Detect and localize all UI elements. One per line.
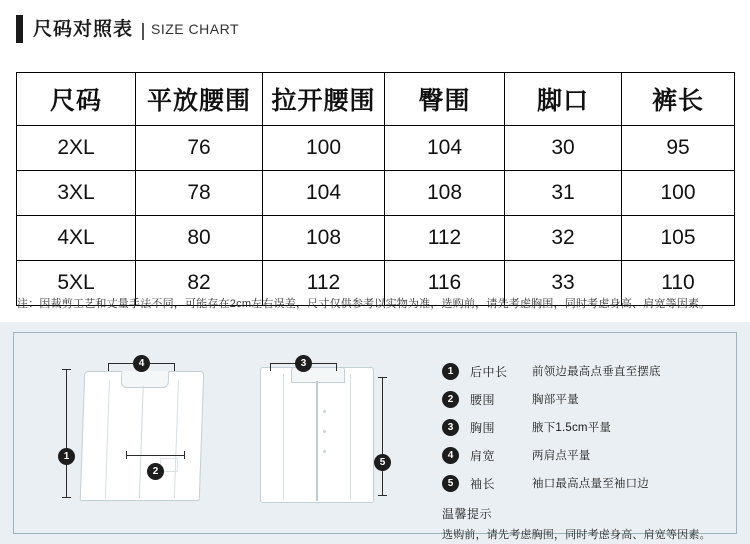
table-row — [17, 216, 735, 261]
legend-item-chest — [442, 413, 732, 441]
cell-flat-waist: 82 — [136, 261, 263, 306]
legend-desc-2: 胸部平量 — [532, 394, 579, 406]
cell-stretch-waist: 112 — [263, 261, 385, 306]
figure-badge-5: 5 — [374, 454, 391, 471]
legend-item-sleeve — [442, 469, 732, 497]
guide-tick — [184, 451, 185, 459]
guide-tick — [378, 495, 387, 496]
cell-length: 105 — [622, 216, 735, 261]
legend-badge-5: 5 — [442, 475, 459, 492]
cell-size: 3XL — [17, 171, 136, 216]
column-header-stretch-waist: 拉开腰围 — [263, 73, 385, 126]
cell-length: 110 — [622, 261, 735, 306]
legend-desc-3: 腋下1.5cm平量 — [532, 422, 612, 434]
legend-term-3: 胸围 — [470, 420, 496, 435]
tips-text: 选购前，请先考虑胸围，同时考虑身高、肩宽等因素。 — [442, 529, 711, 541]
guide-tick — [62, 369, 71, 370]
legend-badge-2: 2 — [442, 391, 459, 408]
legend-term-1: 后中长 — [470, 364, 508, 379]
jacket-zip-diagram — [260, 367, 374, 503]
guide-tick — [108, 363, 109, 371]
cell-stretch-waist: 108 — [263, 216, 385, 261]
figure-badge-2: 2 — [147, 463, 164, 480]
figure-badge-4: 4 — [133, 355, 150, 372]
button-dot — [323, 450, 326, 453]
figure-badge-1: 1 — [58, 448, 75, 465]
button-dot — [323, 410, 326, 413]
zipper-line — [316, 381, 318, 501]
cell-flat-waist: 78 — [136, 171, 263, 216]
guide-tick — [336, 363, 337, 371]
cell-hip: 116 — [385, 261, 505, 306]
cell-leg-opening: 33 — [505, 261, 622, 306]
title-divider — [142, 23, 144, 40]
left-sleeve-shape — [80, 380, 110, 498]
column-header-flat-waist: 平放腰围 — [136, 73, 263, 126]
legend-badge-1: 1 — [442, 363, 459, 380]
guide-tick — [378, 377, 387, 378]
guide-tick — [174, 363, 175, 371]
legend-term-5: 袖长 — [470, 476, 496, 491]
column-header-hip: 臀围 — [385, 73, 505, 126]
back-length-guide — [66, 369, 67, 497]
header-accent-bar — [16, 15, 23, 43]
cell-stretch-waist: 100 — [263, 126, 385, 171]
table-header-row — [17, 73, 735, 126]
cell-leg-opening: 32 — [505, 216, 622, 261]
right-sleeve-shape — [174, 380, 204, 498]
waist-guide — [126, 455, 184, 456]
sleeve-length-guide — [382, 377, 383, 495]
cell-hip: 112 — [385, 216, 505, 261]
size-table-wrapper — [16, 72, 734, 306]
cell-leg-opening: 30 — [505, 126, 622, 171]
table-row — [17, 171, 735, 216]
cell-hip: 104 — [385, 126, 505, 171]
guide-tick — [126, 451, 127, 459]
legend-item-shoulder — [442, 441, 732, 469]
guide-tick — [62, 497, 71, 498]
cell-size: 4XL — [17, 216, 136, 261]
tips-block — [442, 505, 738, 542]
cell-hip: 108 — [385, 171, 505, 216]
left-sleeve-shape — [260, 374, 284, 500]
legend-term-2: 腰围 — [470, 392, 496, 407]
button-dot — [323, 430, 326, 433]
cell-flat-waist: 80 — [136, 216, 263, 261]
garment-diagrams — [34, 341, 414, 531]
column-header-size: 尺码 — [17, 73, 136, 126]
tips-title: 温馨提示 — [442, 507, 493, 521]
right-sleeve-shape — [350, 374, 374, 500]
jacket-front-diagram — [80, 371, 205, 501]
legend-badge-3: 3 — [442, 419, 459, 436]
cell-size: 5XL — [17, 261, 136, 306]
figure-badge-3: 3 — [295, 355, 312, 372]
measurement-panel-border — [13, 332, 737, 541]
collar-shape — [121, 371, 170, 388]
placket-line — [139, 386, 144, 498]
cell-size: 2XL — [17, 126, 136, 171]
cell-leg-opening: 31 — [505, 171, 622, 216]
page-title: 尺码对照表 — [33, 18, 134, 40]
measurement-legend — [442, 357, 732, 497]
legend-item-waist — [442, 385, 732, 413]
cell-length: 95 — [622, 126, 735, 171]
guide-tick — [270, 363, 271, 371]
column-header-length: 裤长 — [622, 73, 735, 126]
legend-item-back-length — [442, 357, 732, 385]
size-table — [16, 72, 735, 306]
cell-flat-waist: 76 — [136, 126, 263, 171]
measurement-panel — [0, 322, 750, 544]
table-row — [17, 126, 735, 171]
cell-length: 100 — [622, 171, 735, 216]
legend-term-4: 肩宽 — [470, 448, 496, 463]
table-note: 注：因裁剪工艺和丈量手法不同，可能存在2cm左右误差，尺寸仅供参考以实物为准，选购前，请先考虑胸围，同时考虑身高、肩宽等因素。 — [17, 298, 711, 310]
page-subtitle: SIZE CHART — [151, 21, 239, 37]
legend-desc-1: 前领边最高点垂直至摆底 — [532, 366, 661, 378]
legend-badge-4: 4 — [442, 447, 459, 464]
cell-stretch-waist: 104 — [263, 171, 385, 216]
column-header-leg-opening: 脚口 — [505, 73, 622, 126]
page-header — [16, 14, 239, 44]
legend-desc-4: 两肩点平量 — [532, 450, 591, 462]
legend-desc-5: 袖口最高点量至袖口边 — [532, 478, 649, 490]
